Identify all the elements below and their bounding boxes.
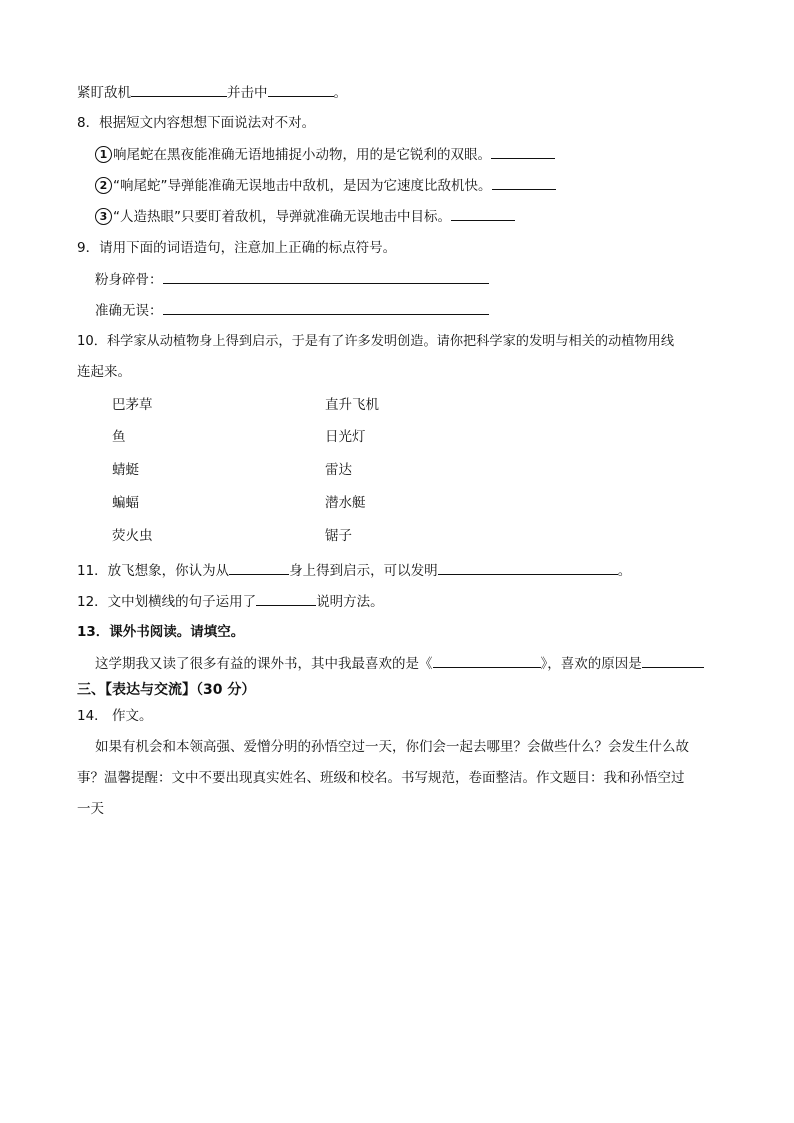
q13-text-b: 》，喜欢的原因是	[540, 656, 642, 672]
q8-title: 8．根据短文内容想想下面说法对不对。	[77, 115, 316, 131]
q9-sentence-1-blank[interactable]	[163, 269, 489, 284]
q11-end: 。	[617, 563, 632, 579]
q14-line-3: 一天	[77, 801, 104, 817]
circled-number-1: 1	[95, 146, 112, 163]
q12-blank[interactable]	[256, 591, 316, 606]
q11-blank-2[interactable]	[438, 560, 618, 575]
q12-text-b: 说明方法。	[316, 594, 384, 610]
q11-blank-1[interactable]	[229, 560, 289, 575]
q7-end: 。	[333, 85, 347, 101]
q10-left-item[interactable]: 巴茅草	[112, 397, 153, 413]
q14-line-2: 事？温馨提醒：文中不要出现真实姓名、班级和校名。书写规范，卷面整洁。作文题目：我和孙悟空过	[77, 770, 685, 786]
q10-right-item[interactable]: 直升飞机	[325, 397, 379, 413]
q10-title-line-2: 连起来。	[77, 364, 131, 380]
q11-text-b: 身上得到启示，可以发明	[289, 563, 438, 579]
q7-text-b: 并击中	[227, 85, 268, 101]
q7-blank-1[interactable]	[131, 82, 227, 97]
q8-item-2-text: “响尾蛇”导弹能准确无误地击中敌机，是因为它速度比敌机快。	[113, 178, 492, 194]
q8-answer-1[interactable]	[491, 144, 555, 159]
q10-right-item[interactable]: 潜水艇	[325, 495, 366, 511]
q13-reason-blank[interactable]	[642, 653, 704, 668]
q12-text-a: 12．文中划横线的句子运用了	[77, 594, 257, 610]
q13-book-blank[interactable]	[433, 653, 541, 668]
q10-left-item[interactable]: 蝙蝠	[112, 495, 139, 511]
q13-line	[95, 653, 704, 674]
q10-right-item[interactable]: 雷达	[325, 462, 352, 478]
q13-title: 13．课外书阅读。请填空。	[77, 624, 245, 640]
q12-line	[77, 591, 384, 612]
q9-word-1-line	[95, 269, 489, 290]
q8-answer-3[interactable]	[451, 206, 515, 221]
q14-line-1: 如果有机会和本领高强、爱憎分明的孙悟空过一天，你们会一起去哪里？会做些什么？会发生什么故	[95, 739, 689, 755]
q8-answer-2[interactable]	[492, 175, 556, 190]
q8-item-3-text: “人造热眼”只要盯着敌机，导弹就准确无误地击中目标。	[113, 209, 451, 225]
q10-left-item[interactable]: 蜻蜓	[112, 462, 139, 478]
q10-left-item[interactable]: 荧火虫	[112, 528, 153, 544]
q8-item-2	[95, 175, 556, 196]
q9-sentence-2-blank[interactable]	[163, 300, 489, 315]
section-3-heading: 三、【表达与交流】（30 分）	[77, 682, 256, 698]
circled-number-3: 3	[95, 208, 112, 225]
q11-text-a: 11．放飞想象，你认为从	[77, 563, 230, 579]
q9-word-2-line	[95, 300, 489, 321]
q9-title: 9．请用下面的词语造句，注意加上正确的标点符号。	[77, 240, 397, 256]
q7-tail-line	[77, 82, 347, 103]
q10-left-item[interactable]: 鱼	[112, 429, 126, 445]
q7-text-a: 紧盯敌机	[77, 85, 131, 101]
q9-word-2: 准确无误：	[95, 303, 163, 319]
q11-line	[77, 560, 631, 581]
q9-word-1: 粉身碎骨：	[95, 272, 163, 288]
q10-right-item[interactable]: 锯子	[325, 528, 352, 544]
q8-item-1-text: 响尾蛇在黑夜能准确无语地捕捉小动物，用的是它锐利的双眼。	[113, 147, 491, 163]
circled-number-2: 2	[95, 177, 112, 194]
q7-blank-2[interactable]	[268, 82, 334, 97]
q13-text-a: 这学期我又读了很多有益的课外书，其中我最喜欢的是《	[95, 656, 433, 672]
q8-item-1	[95, 144, 555, 165]
q10-right-item[interactable]: 日光灯	[325, 429, 366, 445]
q8-item-3	[95, 206, 515, 227]
q14-title: 14． 作文。	[77, 708, 153, 724]
q10-title-line-1: 10．科学家从动植物身上得到启示，于是有了许多发明创造。请你把科学家的发明与相关的动植物用线	[77, 334, 675, 349]
